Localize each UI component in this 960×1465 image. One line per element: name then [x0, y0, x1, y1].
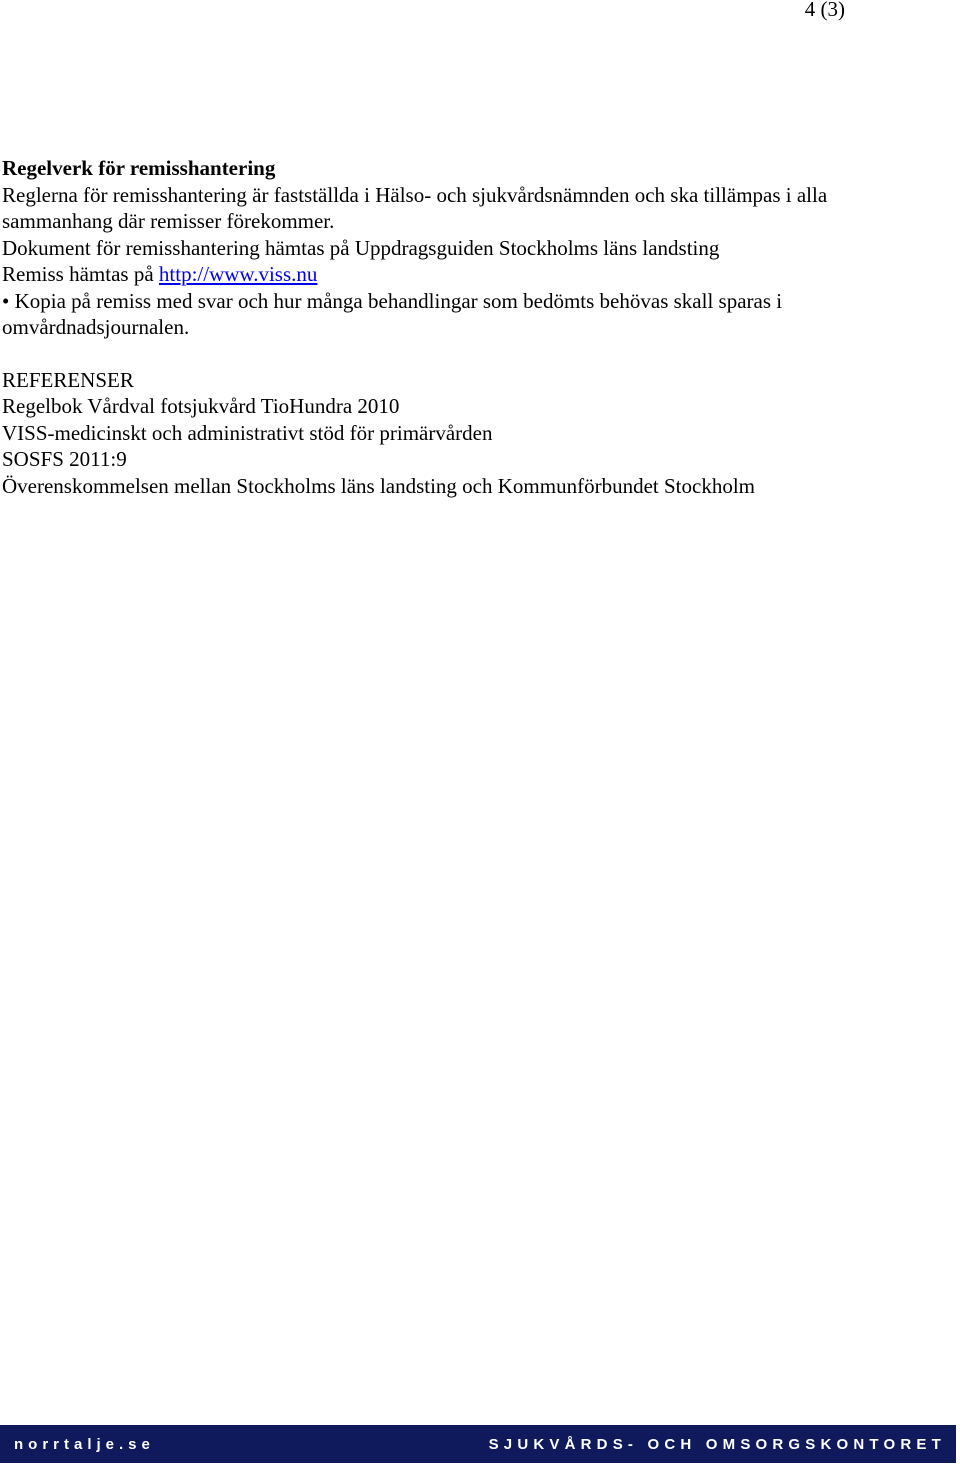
document-body: [2, 155, 942, 499]
reference-item: SOSFS 2011:9: [2, 447, 127, 471]
remiss-prefix: Remiss hämtas på: [2, 262, 159, 286]
footer-office-name: SJUKVÅRDS- OCH OMSORGSKONTORET: [488, 1436, 946, 1453]
section-heading: Regelverk för remisshantering: [2, 156, 276, 180]
reference-item: Regelbok Vårdval fotsjukvård TioHundra 2010: [2, 394, 400, 418]
references-heading: REFERENSER: [2, 367, 134, 392]
paragraph-documents: Dokument för remisshantering hämtas på Uppdragsguiden Stockholms läns landsting: [2, 235, 720, 260]
reference-item: Överenskommelsen mellan Stockholms läns landsting och Kommunförbundet Stockholm: [2, 473, 755, 498]
paragraph-rules: Reglerna för remisshantering är fastställda i Hälso- och sjukvårdsnämnden och ska tillämpas i alla sammanhang där remisser förekommer.: [2, 182, 828, 233]
reference-item: VISS-medicinskt och administrativt stöd för primärvården: [2, 420, 493, 445]
spacer: [2, 341, 942, 367]
footer-bar: [0, 1425, 956, 1463]
viss-link[interactable]: http://www.viss.nu: [158, 262, 318, 286]
references-section: [2, 367, 942, 500]
paragraph-remiss: [2, 261, 942, 288]
page-number: 4 (3): [804, 0, 845, 21]
bullet-copy: • Kopia på remiss med svar och hur många behandlingar som bedömts behövas skall sparas i omvårdnadsjournalen.: [2, 288, 783, 339]
footer-website: norrtalje.se: [14, 1436, 155, 1453]
